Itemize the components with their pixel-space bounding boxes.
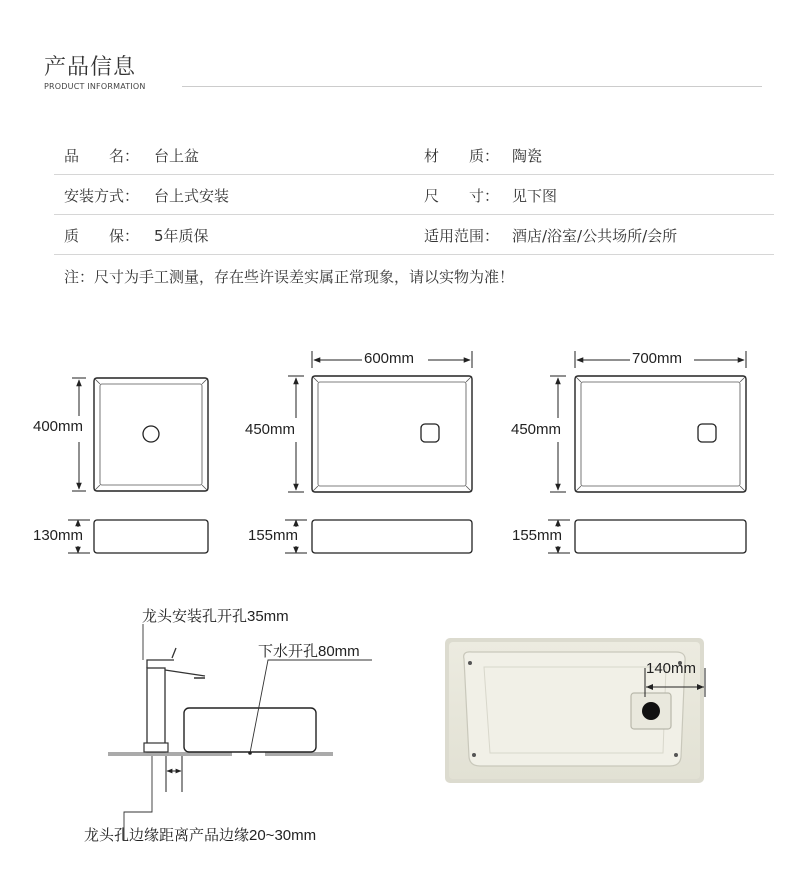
label-size: 尺 寸： [424, 187, 500, 205]
label-warranty: 质 保： [64, 227, 140, 245]
dimension-drawings [0, 340, 790, 570]
value-install: 台上式安装 [154, 187, 230, 205]
basin1-height-label: 400mm [33, 418, 84, 435]
title-divider [182, 86, 762, 87]
value-material: 陶瓷 [512, 147, 543, 165]
basin1-depth-label: 130mm [33, 527, 84, 544]
label-install: 安装方式： [64, 187, 140, 205]
installation-diagram [0, 600, 420, 860]
section-title: 产品信息 [44, 55, 137, 80]
basin2-top-view [312, 376, 472, 492]
faucet-hole-label: 龙头安装孔开孔35mm [142, 608, 289, 625]
basin1-top-view [94, 378, 208, 491]
drain-hole-label: 下水开孔80mm [258, 643, 360, 660]
measurement-note: 注：尺寸为手工测量，存在些许误差实属正常现象，请以实物为准！ [64, 268, 515, 286]
section-subtitle: PRODUCT INFORMATION [44, 82, 146, 91]
info-row-install [54, 174, 774, 215]
basin2-side-view [285, 520, 472, 553]
basin2-depth-label: 155mm [248, 527, 299, 544]
basin1-side-view [68, 520, 208, 553]
basin-bottom-photo [440, 635, 710, 785]
basin2-height-label: 450mm [245, 421, 296, 438]
basin3-side-view [548, 520, 746, 553]
info-row-name [54, 134, 774, 175]
value-size: 见下图 [512, 187, 558, 205]
label-scope: 适用范围： [424, 227, 500, 245]
label-name: 品 名： [64, 147, 140, 165]
basin3-height-label: 450mm [511, 421, 562, 438]
edge-distance-label: 龙头孔边缘距离产品边缘20~30mm [84, 827, 317, 844]
value-scope: 酒店/浴室/公共场所/会所 [512, 227, 678, 245]
info-row-warranty [54, 214, 774, 255]
basin2-width-label: 600mm [364, 350, 415, 367]
label-material: 材 质： [424, 147, 500, 165]
photo-drain-offset-label: 140mm [646, 660, 697, 677]
basin3-depth-label: 155mm [512, 527, 563, 544]
basin-side-profile [184, 708, 316, 752]
basin3-width-label: 700mm [632, 350, 683, 367]
value-warranty: 5年质保 [154, 227, 209, 245]
value-name: 台上盆 [154, 147, 200, 165]
basin3-top-view [575, 376, 746, 492]
